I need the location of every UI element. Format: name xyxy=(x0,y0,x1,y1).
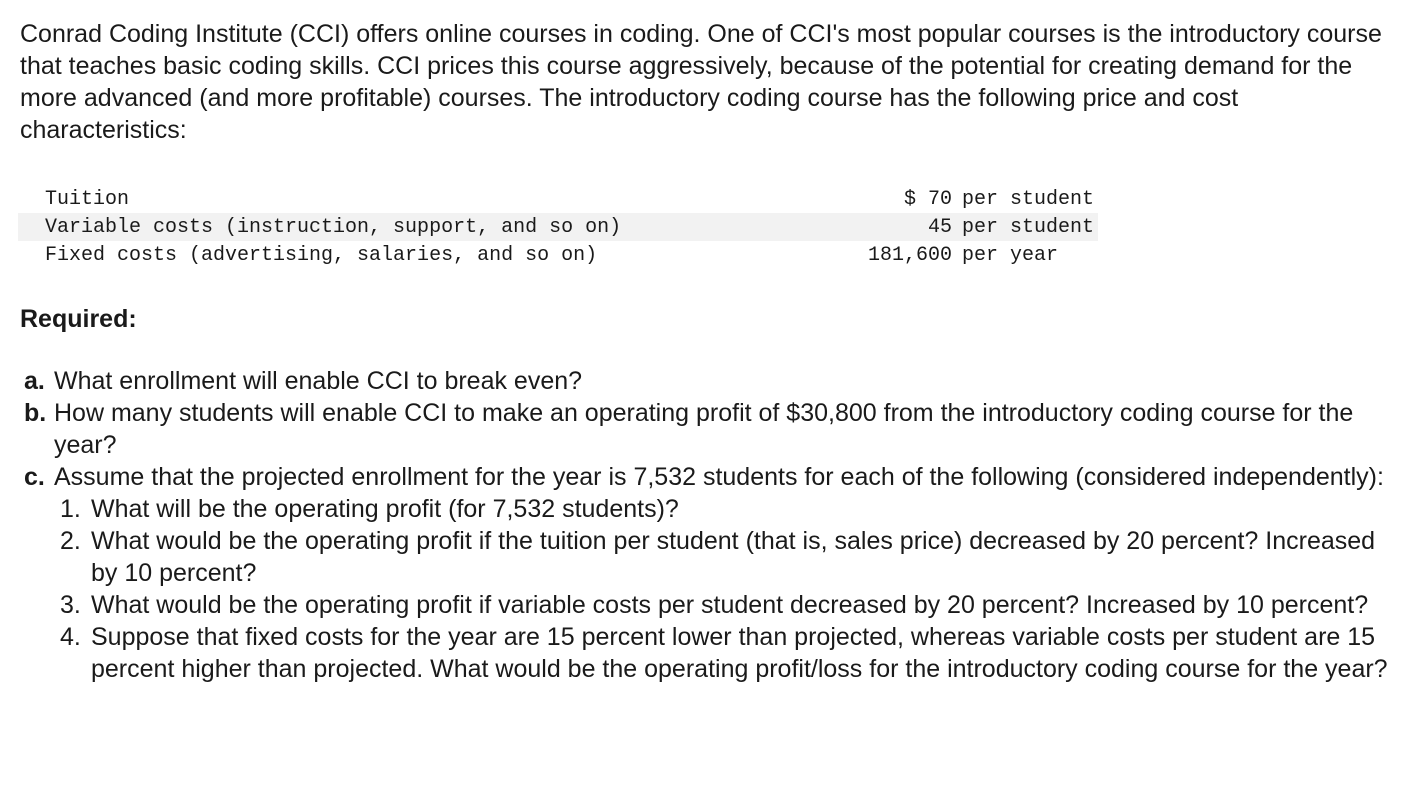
sub-question-3 xyxy=(24,589,1394,621)
cost-unit: per student xyxy=(962,213,1098,241)
cost-unit: per student xyxy=(962,187,1095,211)
cost-amount: 45 xyxy=(832,213,962,241)
question-marker: a. xyxy=(24,367,45,395)
sub-question-4 xyxy=(24,621,1394,685)
cost-label: Tuition xyxy=(45,187,130,211)
question-c xyxy=(24,461,1394,493)
question-text: Assume that the projected enrollment for the year is 7,532 students for each of the following (considered independently): xyxy=(54,463,1384,491)
table-row-fixed-costs xyxy=(18,241,1098,269)
sub-question-2 xyxy=(24,525,1394,589)
question-marker: c. xyxy=(24,463,45,491)
table-row-tuition xyxy=(18,185,1098,213)
sub-question-number: 4. xyxy=(60,623,81,651)
sub-question-number: 2. xyxy=(60,527,81,555)
sub-question-number: 3. xyxy=(60,591,81,619)
sub-question-text: Suppose that fixed costs for the year are 15 percent lower than projected, whereas variable costs per student are 15 percent higher than projected. What would be the operating profit/loss for the introductory coding course for the year? xyxy=(91,623,1388,683)
question-b xyxy=(24,397,1394,461)
question-a xyxy=(24,365,1394,397)
required-heading: Required: xyxy=(20,305,137,333)
sub-question-text: What will be the operating profit (for 7,532 students)? xyxy=(91,495,679,523)
cost-label: Fixed costs (advertising, salaries, and so on) xyxy=(45,243,598,267)
cost-unit: per year xyxy=(962,243,1059,267)
sub-question-text: What would be the operating profit if variable costs per student decreased by 20 percent? Increased by 10 percent? xyxy=(91,591,1369,619)
cost-table xyxy=(18,185,1098,269)
question-text: What enrollment will enable CCI to break even? xyxy=(54,367,583,395)
intro-paragraph: Conrad Coding Institute (CCI) offers online courses in coding. One of CCI's most popular courses is the introductory course that teaches basic coding skills. CCI prices this course aggressively, because of the potential for creating demand for the more advanced (and more profitable) courses. The introductory coding course has the following price and cost characteristics: xyxy=(20,20,1382,144)
sub-question-1 xyxy=(24,493,1394,525)
sub-question-number: 1. xyxy=(60,495,81,523)
cost-amount: 181,600 xyxy=(867,243,952,267)
questions-list xyxy=(24,365,1394,685)
cost-amount: $ 70 xyxy=(903,187,952,211)
cost-label: Variable costs (instruction, support, and so on) xyxy=(18,213,832,241)
question-marker: b. xyxy=(24,399,47,427)
question-text: How many students will enable CCI to make an operating profit of $30,800 from the introductory coding course for the year? xyxy=(54,399,1354,459)
sub-question-text: What would be the operating profit if the tuition per student (that is, sales price) decreased by 20 percent? Increased by 10 percent? xyxy=(91,527,1376,587)
table-row-variable-costs xyxy=(18,213,1098,241)
